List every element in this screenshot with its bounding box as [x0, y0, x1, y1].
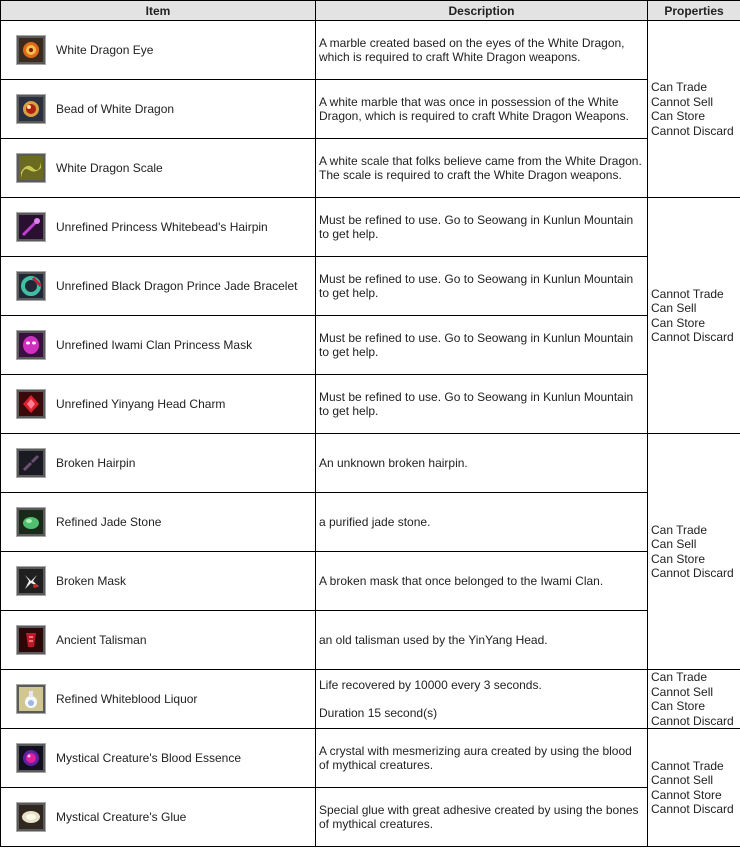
item-description: Must be refined to use. Go to Seowang in Kunlun Mountain to get help.: [316, 257, 648, 316]
table-row: [1, 316, 740, 375]
table-row: [1, 670, 740, 729]
item-name: Broken Mask: [56, 574, 127, 588]
properties-group-1: [648, 21, 740, 198]
item-name: Broken Hairpin: [56, 456, 136, 470]
table-row: [1, 257, 740, 316]
broken-mask-icon: [17, 567, 45, 595]
description-duration: Duration 15 second(s): [319, 706, 438, 720]
item-name: Unrefined Black Dragon Prince Jade Bracelet: [56, 279, 298, 293]
item-name: Mystical Creature's Blood Essence: [56, 751, 242, 765]
item-description: Must be refined to use. Go to Seowang in Kunlun Mountain to get help.: [316, 198, 648, 257]
table-row: [1, 198, 740, 257]
table-row: [1, 434, 740, 493]
item-name: Refined Jade Stone: [56, 515, 162, 529]
item-name: Unrefined Iwami Clan Princess Mask: [56, 338, 253, 352]
table-row: [1, 139, 740, 198]
item-description: [316, 670, 648, 729]
jade-bracelet-icon: [17, 272, 45, 300]
item-description: A white scale that folks believe came from the White Dragon. The scale is required to craft the White Dragon weapons.: [316, 139, 648, 198]
table-row: [1, 552, 740, 611]
item-description: Must be refined to use. Go to Seowang in Kunlun Mountain to get help.: [316, 375, 648, 434]
property-line: Can Store: [651, 699, 706, 713]
bead-of-white-dragon-icon: [17, 95, 45, 123]
item-description: A broken mask that once belonged to the Iwami Clan.: [316, 552, 648, 611]
property-line: Can Store: [651, 315, 706, 330]
item-description: Special glue with great adhesive created by using the bones of mythical creatures.: [316, 788, 648, 847]
properties-group-2: [648, 198, 740, 434]
table-row: [1, 21, 740, 80]
property-line: Can Store: [651, 551, 706, 566]
white-dragon-scale-icon: [17, 154, 45, 182]
property-line: Cannot Store: [651, 787, 722, 802]
property-line: Cannot Discard: [651, 330, 734, 344]
property-line: Cannot Trade: [651, 758, 724, 773]
table-row: [1, 729, 740, 788]
item-name: Unrefined Yinyang Head Charm: [56, 397, 226, 411]
jade-stone-icon: [17, 508, 45, 536]
princess-mask-icon: [17, 331, 45, 359]
table-row: [1, 80, 740, 139]
item-name: Unrefined Princess Whitebead's Hairpin: [56, 220, 268, 234]
item-name: Refined Whiteblood Liquor: [56, 692, 198, 706]
property-line: Cannot Discard: [651, 123, 734, 138]
header-item: Item: [1, 1, 316, 21]
header-description: Description: [316, 1, 648, 21]
item-name: Bead of White Dragon: [56, 102, 175, 116]
item-description: Must be refined to use. Go to Seowang in Kunlun Mountain to get help.: [316, 316, 648, 375]
table-row: [1, 493, 740, 552]
property-line: Can Sell: [651, 301, 697, 315]
item-description: An unknown broken hairpin.: [316, 434, 648, 493]
hairpin-icon: [17, 213, 45, 241]
item-description: an old talisman used by the YinYang Head.: [316, 611, 648, 670]
table-row: [1, 611, 740, 670]
table-row: [1, 788, 740, 847]
item-description: A white marble that was once in possession of the White Dragon, which is required to craft White Dragon Weapons.: [316, 80, 648, 139]
item-name: White Dragon Scale: [56, 161, 163, 175]
properties-group-3: [648, 434, 740, 670]
talisman-icon: [17, 626, 45, 654]
property-line: Cannot Discard: [651, 713, 734, 728]
broken-hairpin-icon: [17, 449, 45, 477]
header-properties: Properties: [648, 1, 740, 21]
liquor-icon: [17, 685, 45, 713]
table-row: [1, 375, 740, 434]
description-line: Life recovered by 10000 every 3 seconds.: [319, 678, 542, 692]
head-charm-icon: [17, 390, 45, 418]
property-line: Cannot Sell: [651, 773, 714, 787]
item-name: Ancient Talisman: [56, 633, 147, 647]
property-line: Can Trade: [651, 522, 708, 537]
property-line: Cannot Discard: [651, 566, 734, 580]
item-description: a purified jade stone.: [316, 493, 648, 552]
property-line: Cannot Sell: [651, 684, 714, 699]
property-line: Can Trade: [651, 670, 708, 684]
item-description: A crystal with mesmerizing aura created by using the blood of mythical creatures.: [316, 729, 648, 788]
properties-group-4: [648, 670, 740, 729]
property-line: Cannot Sell: [651, 94, 714, 109]
item-name: White Dragon Eye: [56, 43, 154, 57]
glue-icon: [17, 803, 45, 831]
property-line: Can Trade: [651, 80, 708, 94]
white-dragon-eye-icon: [17, 36, 45, 64]
property-line: Cannot Trade: [651, 286, 724, 301]
blood-essence-icon: [17, 744, 45, 772]
properties-group-5: [648, 729, 740, 847]
property-line: Can Store: [651, 109, 706, 123]
item-description: A marble created based on the eyes of the White Dragon, which is required to craft White Dragon weapons.: [316, 21, 648, 80]
property-line: Can Sell: [651, 537, 697, 551]
property-line: Cannot Discard: [651, 802, 734, 816]
item-name: Mystical Creature's Glue: [56, 810, 187, 824]
